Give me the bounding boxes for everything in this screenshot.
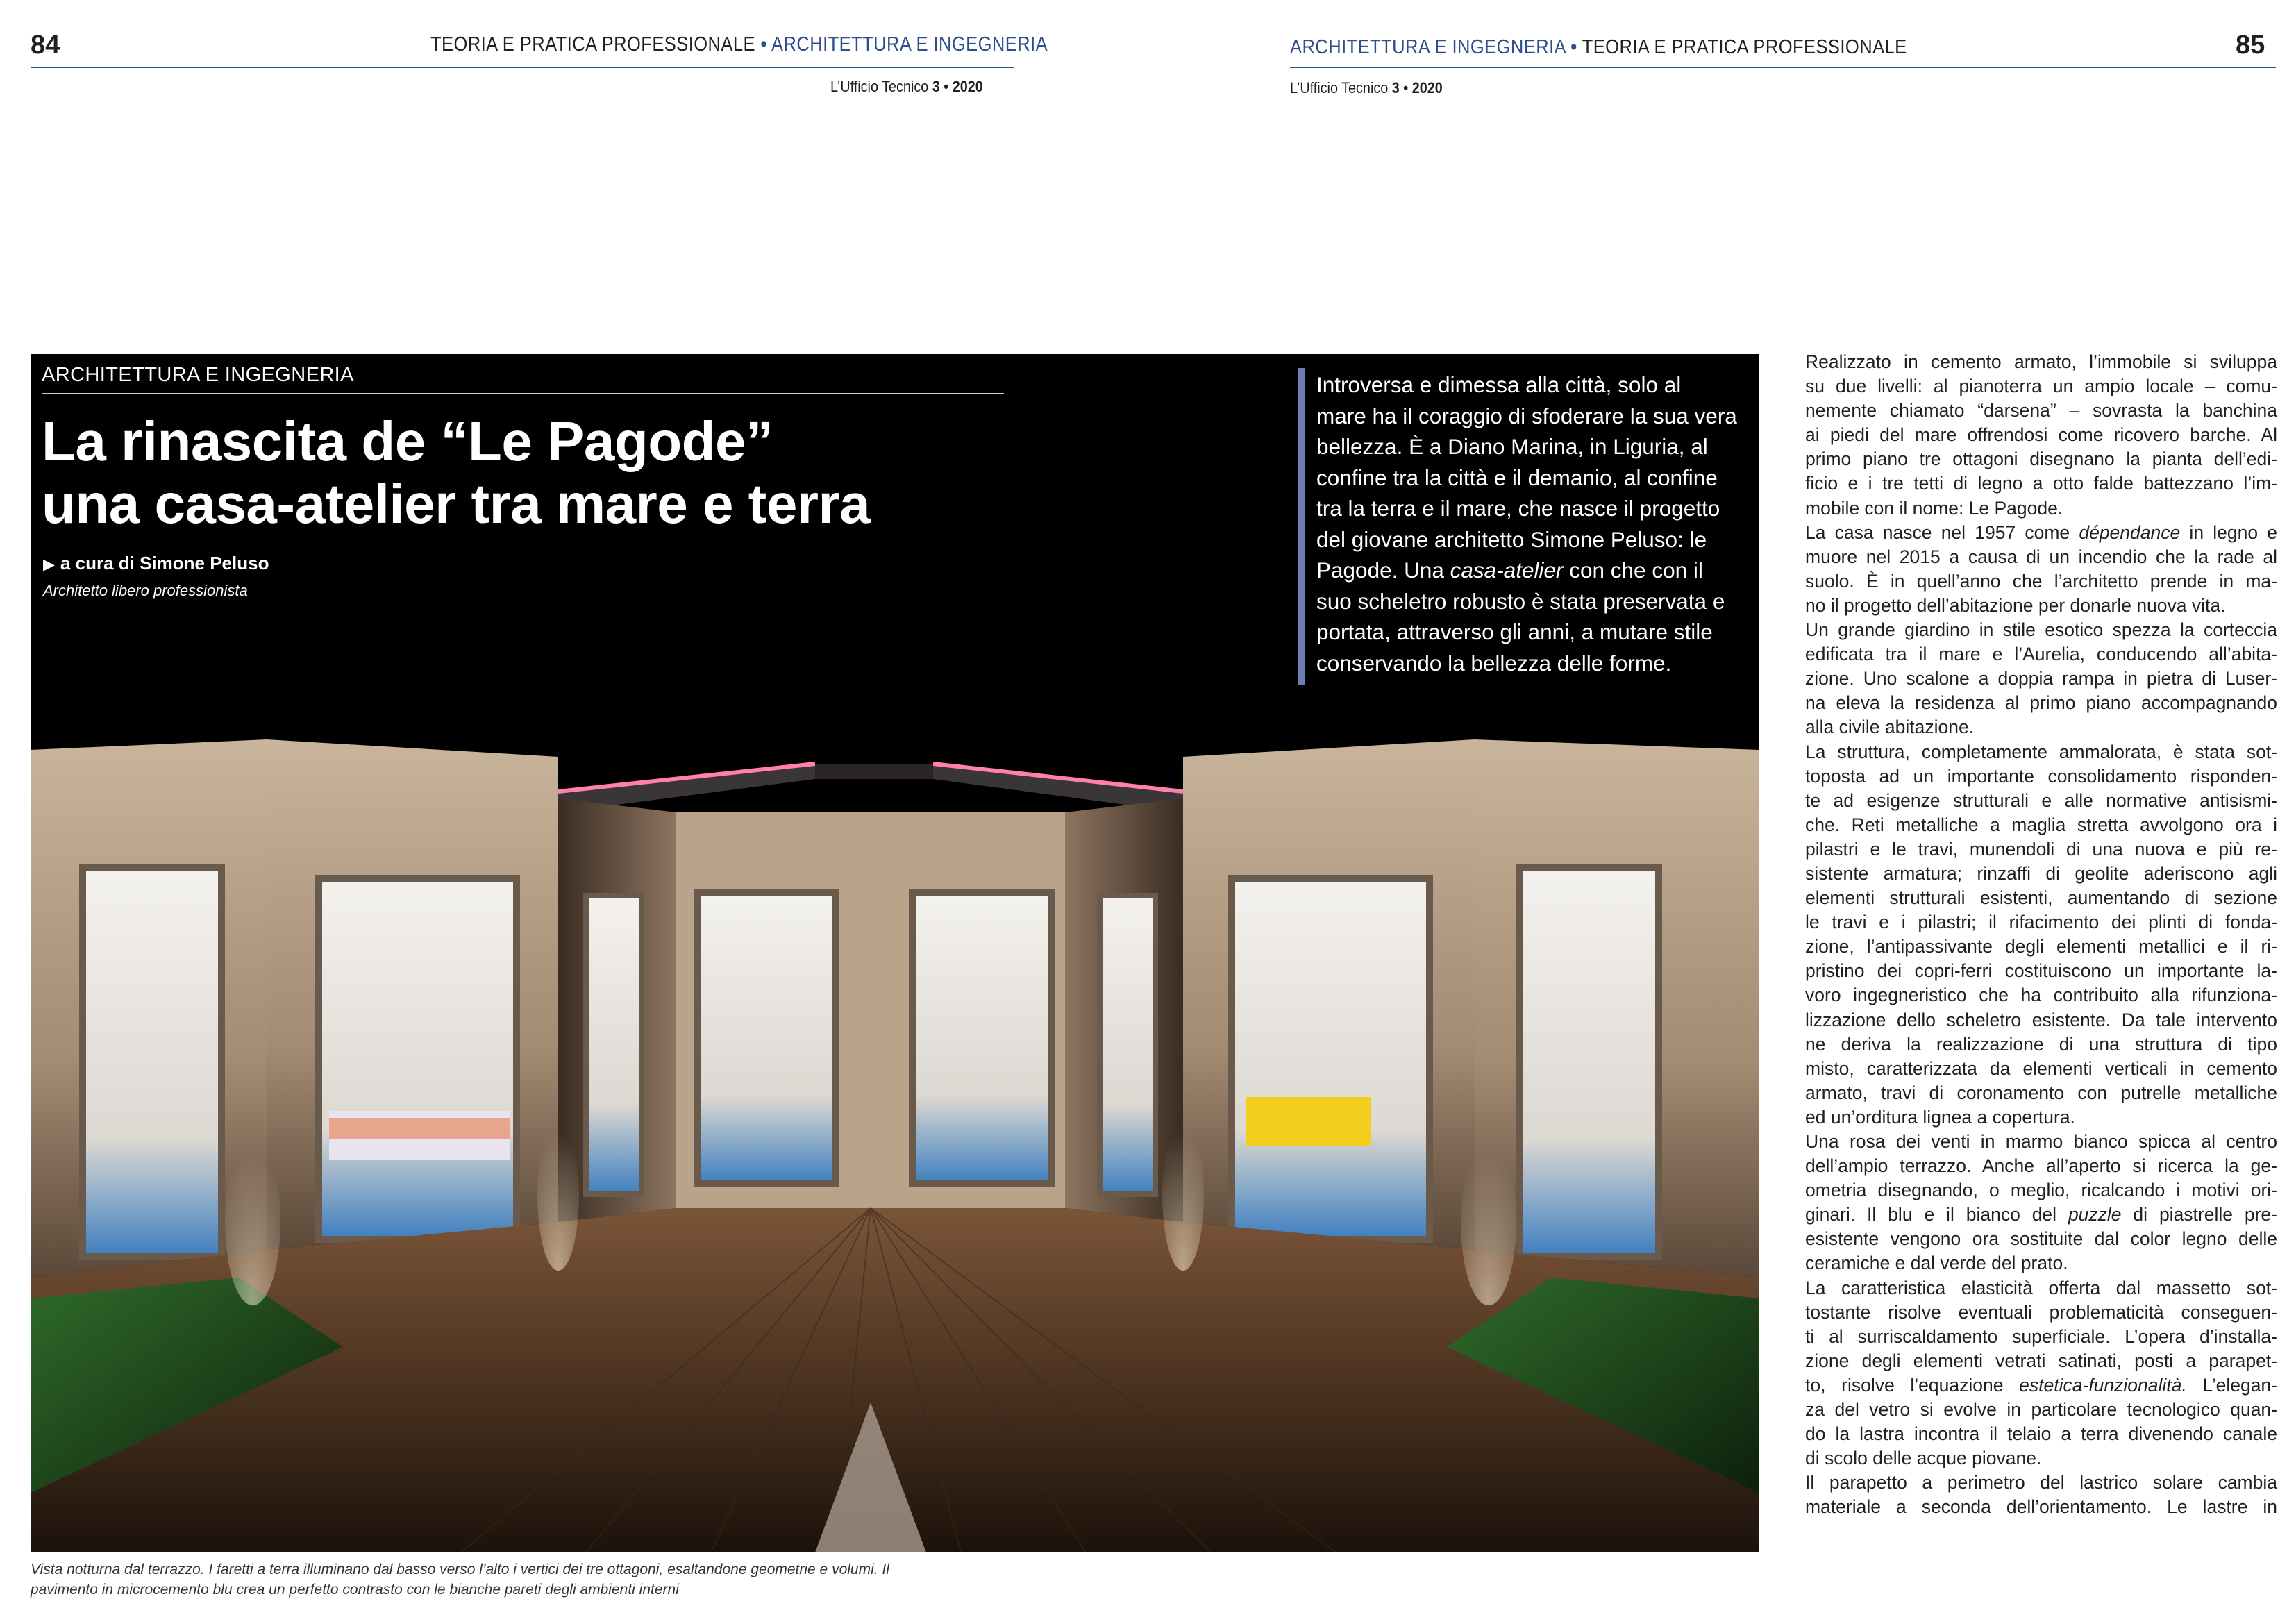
issue-name: L’Ufficio Tecnico bbox=[1290, 79, 1389, 97]
body-text: di piastrelle pre- bbox=[2121, 1204, 2277, 1225]
issue-number: 3 bbox=[932, 78, 940, 95]
body-line: alla civile abitazione. bbox=[1805, 717, 1975, 738]
body-line: ceramiche e dal verde del prato. bbox=[1805, 1253, 2068, 1274]
body-line: ed un’orditura lignea a copertura. bbox=[1805, 1106, 2075, 1128]
body-line: edificata tra il mare e l’Aurelia, conducendo all’abita- bbox=[1805, 644, 2277, 665]
running-head-plain: TEORIA E PRATICA PROFESSIONALE bbox=[430, 33, 755, 56]
body-line bbox=[1805, 1373, 2277, 1398]
body-line: voro ingegneristico che ha contribuito alla rifunziona- bbox=[1805, 985, 2277, 1006]
body-italic: estetica-funzionalità. bbox=[2019, 1374, 2187, 1396]
body-line: Un grande giardino in stile esotico spezza la corteccia bbox=[1805, 619, 2277, 641]
body-line: te ad esigenze strutturali e alle normative antisismi- bbox=[1805, 789, 2277, 811]
section-rule bbox=[42, 393, 1004, 394]
body-line: La caratteristica elasticità offerta dal massetto sot- bbox=[1805, 1277, 2277, 1298]
issue-bullet: • bbox=[944, 78, 949, 95]
byline-text: a cura di Simone Peluso bbox=[60, 553, 269, 574]
body-line: muore nel 2015 a causa di un incendio che la rade al bbox=[1805, 546, 2277, 567]
intro-accent-bar bbox=[1298, 368, 1305, 685]
left-header-rule bbox=[31, 67, 1014, 68]
intro-line: Introversa e dimessa alla città, solo al bbox=[1316, 372, 1682, 397]
intro-text: Pagode. Una bbox=[1316, 558, 1450, 583]
intro-line: del giovane architetto Simone Peluso: le bbox=[1316, 526, 1707, 552]
left-page-number: 84 bbox=[31, 31, 60, 60]
body-line: Una rosa dei venti in marmo bianco spicca al centro bbox=[1805, 1131, 2277, 1152]
issue-year: 2020 bbox=[952, 78, 983, 95]
body-italic: dépendance bbox=[2079, 521, 2181, 543]
left-running-head bbox=[430, 33, 1048, 56]
intro-line: portata, attraverso gli anni, a mutare stile bbox=[1316, 619, 1713, 644]
body-line: di scolo delle acque piovane. bbox=[1805, 1448, 2042, 1469]
body-line: zione, l’antipassivante degli elementi metallici e il ri- bbox=[1805, 936, 2277, 957]
body-text: to, risolve l’equazione bbox=[1805, 1374, 2020, 1396]
running-head-plain: TEORIA E PRATICA PROFESSIONALE bbox=[1582, 36, 1907, 58]
right-page-number: 85 bbox=[2236, 31, 2265, 60]
body-line: mobile con il nome: Le Pagode. bbox=[1805, 497, 2063, 519]
body-line: lizzazione dello scheletro esistente. Da tale intervento bbox=[1805, 1009, 2277, 1030]
running-head-bullet: • bbox=[1570, 36, 1577, 58]
caption-line: Vista notturna dal terrazzo. I faretti a terra illuminano dal basso verso l’alto i vertici dei tre ottagoni, esaltandone geometrie e volumi. Il bbox=[31, 1562, 889, 1577]
body-text: La casa nasce nel 1957 come bbox=[1805, 521, 2079, 543]
intro-line: bellezza. È a Diano Marina, in Liguria, al bbox=[1316, 434, 1708, 459]
issue-number: 3 bbox=[1391, 79, 1400, 97]
body-text: in legno e bbox=[2180, 521, 2277, 543]
body-text: ginari. Il blu e il bianco del bbox=[1805, 1204, 2068, 1225]
right-header-rule bbox=[1290, 67, 2276, 68]
body-line: elementi strutturali esistenti, aumentando di sezione bbox=[1805, 887, 2277, 909]
body-line: ometria disegnando, o meglio, ricalcando i motivi ori- bbox=[1805, 1180, 2277, 1201]
article-title-line-2: una casa-atelier tra mare e terra bbox=[42, 473, 871, 535]
byline-marker-icon: ▶ bbox=[43, 555, 55, 573]
intro-paragraph bbox=[1316, 369, 1737, 678]
author-role: Architetto libero professionista bbox=[43, 582, 248, 599]
body-line: tostante risolve eventuali problematicità conseguen- bbox=[1805, 1301, 2277, 1323]
body-line: zione. Uno scalone a doppia rampa in pietra di Luser- bbox=[1805, 668, 2277, 689]
body-line: ai piedi del mare offrendosi come ricovero barche. Al bbox=[1805, 424, 2277, 446]
body-line: toposta ad un importante consolidamento risponden- bbox=[1805, 765, 2277, 787]
right-running-head bbox=[1290, 36, 1907, 59]
body-line: esistente vengono ora sostituite dal color legno delle bbox=[1805, 1228, 2277, 1250]
issue-year: 2020 bbox=[1411, 79, 1443, 97]
byline bbox=[43, 553, 269, 574]
body-line: suolo. È in quell’anno che l’architetto prende in ma- bbox=[1805, 570, 2277, 592]
issue-bullet: • bbox=[1403, 79, 1409, 97]
issue-name: L’Ufficio Tecnico bbox=[830, 78, 929, 95]
intro-line: confine tra la città e il demanio, al confine bbox=[1316, 464, 1718, 490]
body-line: za del vetro si evolve in particolare tecnologico quan- bbox=[1805, 1399, 2277, 1421]
body-line: Il parapetto a perimetro del lastrico solare cambia bbox=[1805, 1472, 2277, 1493]
intro-line: suo scheletro robusto è stata preservata e bbox=[1316, 588, 1725, 614]
body-line: zione degli elementi vetrati satinati, posti a parapet- bbox=[1805, 1350, 2277, 1371]
right-issue-info bbox=[1290, 79, 1443, 97]
intro-text: con che con il bbox=[1563, 558, 1703, 583]
body-line: nemente chiamato “darsena” – sovrasta la banchina bbox=[1805, 400, 2277, 421]
article-title-line-1: La rinascita de “Le Pagode” bbox=[42, 410, 773, 472]
intro-line: conservando la bellezza delle forme. bbox=[1316, 650, 1672, 676]
running-head-accent: ARCHITETTURA E INGEGNERIA bbox=[1290, 36, 1566, 58]
body-line bbox=[1805, 1203, 2277, 1227]
caption-line: pavimento in microcemento blu crea un perfetto contrasto con le bianche pareti degli ambienti interni bbox=[31, 1582, 679, 1598]
intro-italic: casa-atelier bbox=[1450, 558, 1564, 583]
photo-caption bbox=[31, 1559, 889, 1600]
body-line: ficio e i tre tetti di legno a otto falde battezzano l’im- bbox=[1805, 473, 2277, 494]
body-line: materiale a seconda dell’orientamento. Le lastre in bbox=[1805, 1496, 2277, 1518]
intro-line: mare ha il coraggio di sfoderare la sua vera bbox=[1316, 403, 1737, 428]
body-text: L’elegan- bbox=[2186, 1374, 2277, 1396]
body-line: ti al surriscaldamento superficiale. L’opera d’installa- bbox=[1805, 1325, 2277, 1347]
body-line: su due livelli: al pianoterra un ampio locale – comu- bbox=[1805, 376, 2277, 397]
running-head-bullet: • bbox=[760, 33, 767, 56]
intro-line: tra la terra e il mare, che nasce il progetto bbox=[1316, 496, 1720, 521]
body-line: ne deriva la realizzazione di una struttura di tipo bbox=[1805, 1033, 2277, 1055]
body-line: La struttura, completamente ammalorata, è stata sot- bbox=[1805, 741, 2277, 762]
body-line: sistente armatura; rinzaffi di geolite aderiscono agli bbox=[1805, 862, 2277, 884]
body-line: dell’ampio terrazzo. Anche all’aperto si ricerca la ge- bbox=[1805, 1155, 2277, 1177]
intro-line bbox=[1316, 555, 1737, 586]
body-line: le travi e i pilastri; il rifacimento dei plinti di fonda- bbox=[1805, 912, 2277, 933]
body-line: misto, caratterizzata da elementi verticali in cemento bbox=[1805, 1057, 2277, 1079]
body-line: armato, travi di coronamento con putrelle metalliche bbox=[1805, 1082, 2277, 1103]
left-issue-info bbox=[830, 78, 983, 96]
body-line: no il progetto dell’abitazione per donarle nuova vita. bbox=[1805, 594, 2226, 616]
body-italic: puzzle bbox=[2068, 1204, 2122, 1225]
body-line bbox=[1805, 521, 2277, 545]
body-line: do la lastra incontra il telaio a terra divenendo canale bbox=[1805, 1423, 2277, 1445]
body-line: pristino dei copri-ferri costituiscono un importante la- bbox=[1805, 960, 2277, 982]
body-text-column bbox=[1805, 350, 2277, 1520]
body-line: na eleva la residenza al primo piano accompagnando bbox=[1805, 692, 2277, 714]
body-line: primo piano tre ottagoni disegnano la pianta dell’edi- bbox=[1805, 449, 2277, 470]
body-line: pilastri e le travi, munendoli di una nuova e più re- bbox=[1805, 838, 2277, 860]
body-line: Realizzato in cemento armato, l’immobile si sviluppa bbox=[1805, 351, 2277, 372]
section-label: ARCHITETTURA E INGEGNERIA bbox=[42, 364, 354, 386]
body-line: che. Reti metalliche a maglia stretta avvolgono ora i bbox=[1805, 814, 2277, 835]
running-head-accent: ARCHITETTURA E INGEGNERIA bbox=[771, 33, 1048, 56]
